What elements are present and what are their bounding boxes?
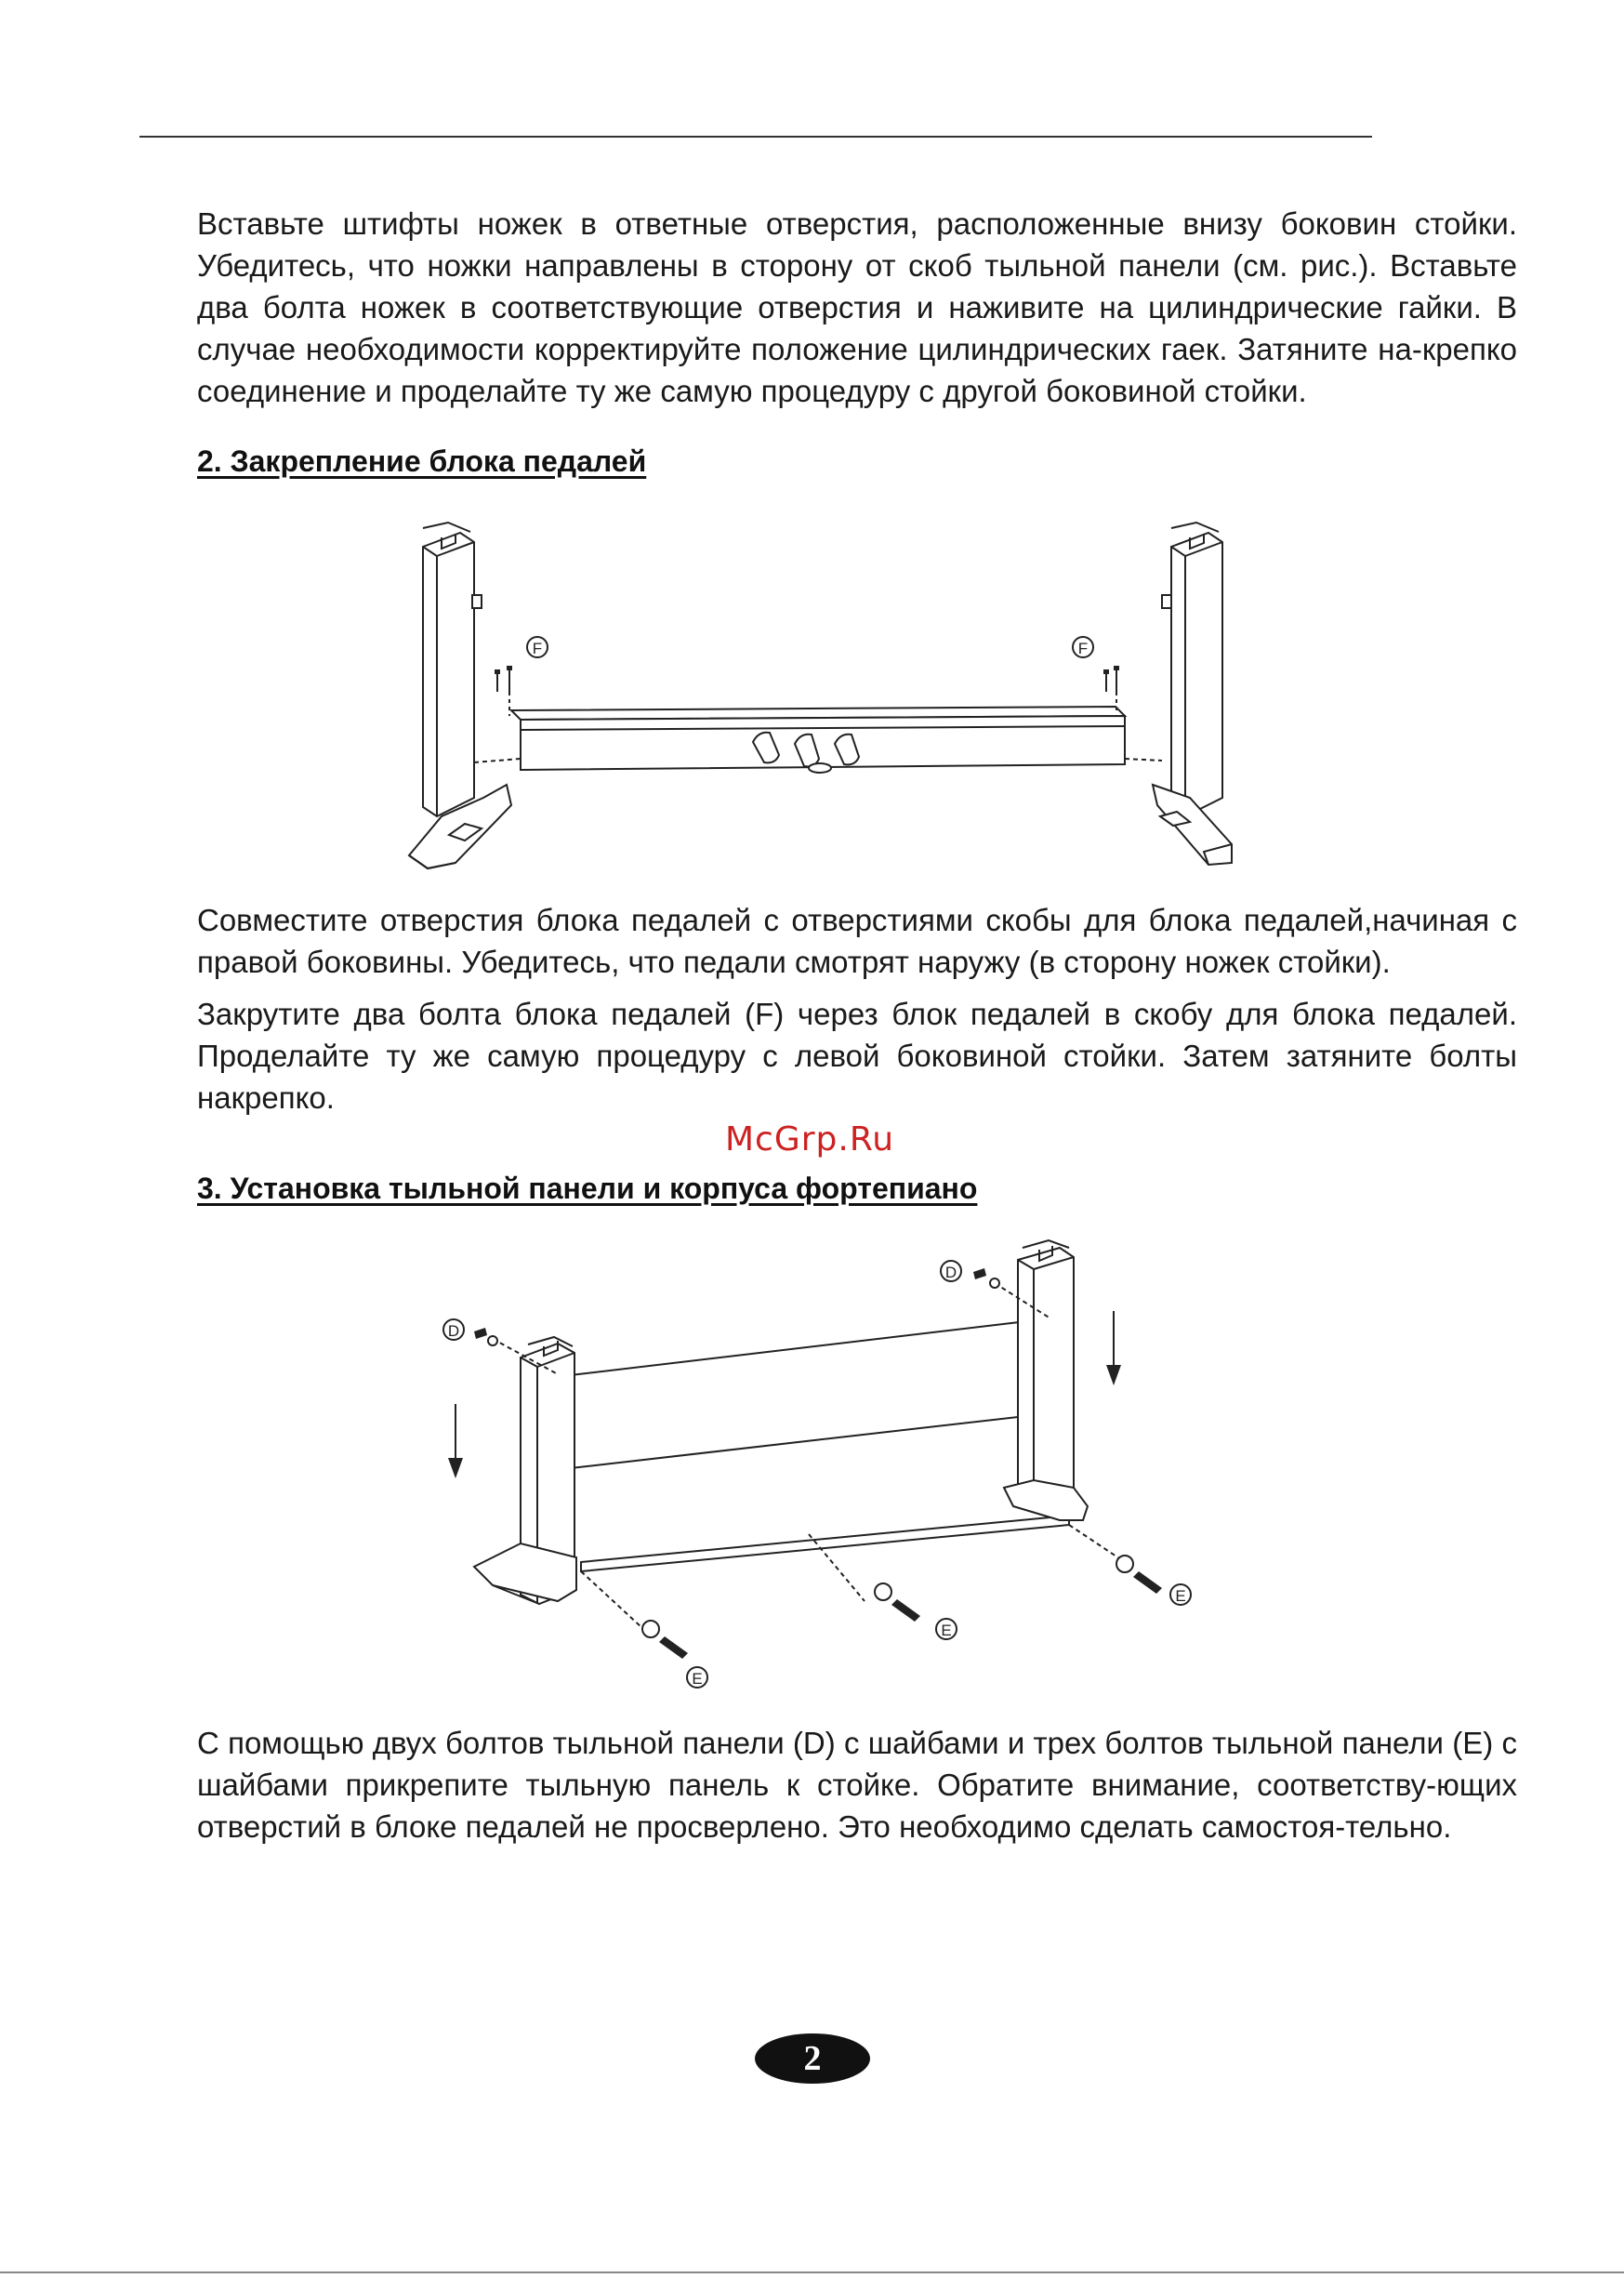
bolt-label-f-right: F — [1077, 640, 1089, 657]
header-rule — [139, 136, 1372, 138]
watermark: McGrp.Ru — [725, 1120, 895, 1159]
bolt-label-e-left: E — [692, 1670, 703, 1688]
bolt-label-d-right: D — [944, 1264, 957, 1281]
bolt-label-e-center: E — [941, 1622, 952, 1639]
bolt-label-d-left: D — [447, 1322, 460, 1340]
section-2-paragraph-2: Закрутите два болта блока педалей (F) через блок педалей в скобу для блока педалей. Проделайте ту же самую процедуру с левой боковиной стойки. Затем затяните болты накрепко. — [197, 997, 1517, 1115]
bolt-label-f-left: F — [532, 640, 543, 657]
section-2-heading: 2. Закрепление блока педалей — [197, 444, 647, 478]
back-panel-figure — [418, 1237, 1218, 1702]
section-3-paragraph: С помощью двух болтов тыльной панели (D) с шайбами и трех болтов тыльной панели (E) с шайбами прикрепите тыльную панель к стойке. Обратите внимание, соответству-ющих отверстий в блоке педалей не просверлено. Это необходимо сделать самостоя-тельно. — [197, 1726, 1517, 1844]
page-number-badge: 2 — [755, 2033, 870, 2084]
bolt-label-e-right: E — [1175, 1587, 1186, 1605]
pedal-block-figure — [390, 510, 1264, 881]
section-2-paragraph-1: Совместите отверстия блока педалей с отверстиями скобы для блока педалей,начиная с правой боковины. Убедитесь, что педали смотрят наружу (в сторону ножек стойки). — [197, 903, 1517, 979]
footer-rule — [0, 2271, 1624, 2273]
intro-paragraph: Вставьте штифты ножек в ответные отверстия, расположенные внизу боковин стойки. Убедитесь, что ножки направлены в сторону от скоб тыльной панели (см. рис.). Вставьте два болта ножек в соответствующие отверстия и наживите на цилиндрические гайки. В случае необходимости корректируйте положение цилиндрических гаек. Затяните на-крепко соединение и проделайте ту же самую процедуру с другой боковиной стойки. — [197, 206, 1517, 408]
section-3-heading: 3. Установка тыльной панели и корпуса фортепиано — [197, 1172, 978, 1205]
